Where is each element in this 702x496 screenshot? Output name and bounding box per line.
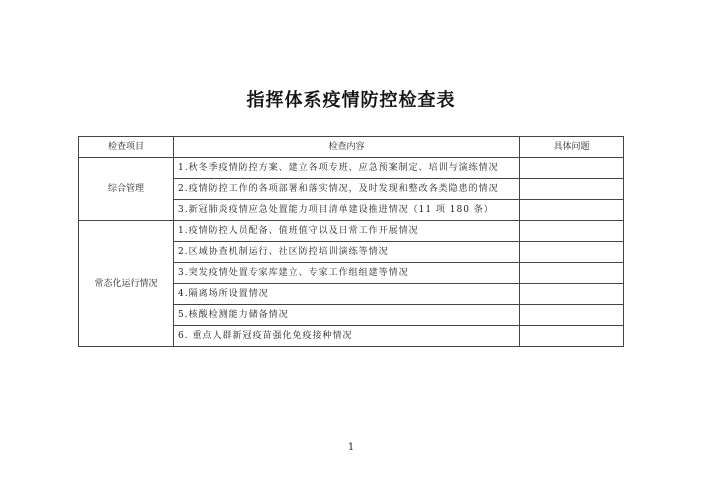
check-content-cell: 5.核酸检测能力储备情况 <box>174 305 520 326</box>
issue-cell[interactable] <box>520 263 624 284</box>
check-content-cell: 2.疫情防控工作的各项部署和落实情况，及时发现和整改各类隐患的情况 <box>174 179 520 200</box>
table-row <box>79 221 624 242</box>
issue-cell[interactable] <box>520 326 624 347</box>
check-content-cell: 3.新冠肺炎疫情应急处置能力项目清单建设推进情况（11 项 180 条） <box>174 200 520 221</box>
check-content-cell: 4.隔离场所设置情况 <box>174 284 520 305</box>
group-label-comprehensive: 综合管理 <box>79 158 174 221</box>
document-title: 指挥体系疫情防控检查表 <box>246 90 456 111</box>
header-specific-issues: 具体问题 <box>520 137 624 158</box>
check-content-cell: 1.疫情防控人员配备、值班值守以及日常工作开展情况 <box>174 221 520 242</box>
inspection-table <box>78 136 624 347</box>
table-header-row <box>79 137 624 158</box>
check-content-cell: 6. 重点人群新冠疫苗强化免疫接种情况 <box>174 326 520 347</box>
issue-cell[interactable] <box>520 305 624 326</box>
header-check-content: 检查内容 <box>174 137 520 158</box>
page-number: 1 <box>347 442 355 453</box>
issue-cell[interactable] <box>520 284 624 305</box>
header-check-item: 检查项目 <box>79 137 174 158</box>
issue-cell[interactable] <box>520 221 624 242</box>
table-row <box>79 158 624 179</box>
issue-cell[interactable] <box>520 179 624 200</box>
issue-cell[interactable] <box>520 242 624 263</box>
check-content-cell: 1.秋冬季疫情防控方案、建立各项专班、应急预案制定、培训与演练情况 <box>174 158 520 179</box>
issue-cell[interactable] <box>520 158 624 179</box>
check-content-cell: 3.突发疫情处置专家库建立、专家工作组组建等情况 <box>174 263 520 284</box>
check-content-cell: 2.区域协查机制运行、社区防控培训演练等情况 <box>174 242 520 263</box>
issue-cell[interactable] <box>520 200 624 221</box>
group-label-normalized-operation: 常态化运行情况 <box>79 221 174 347</box>
